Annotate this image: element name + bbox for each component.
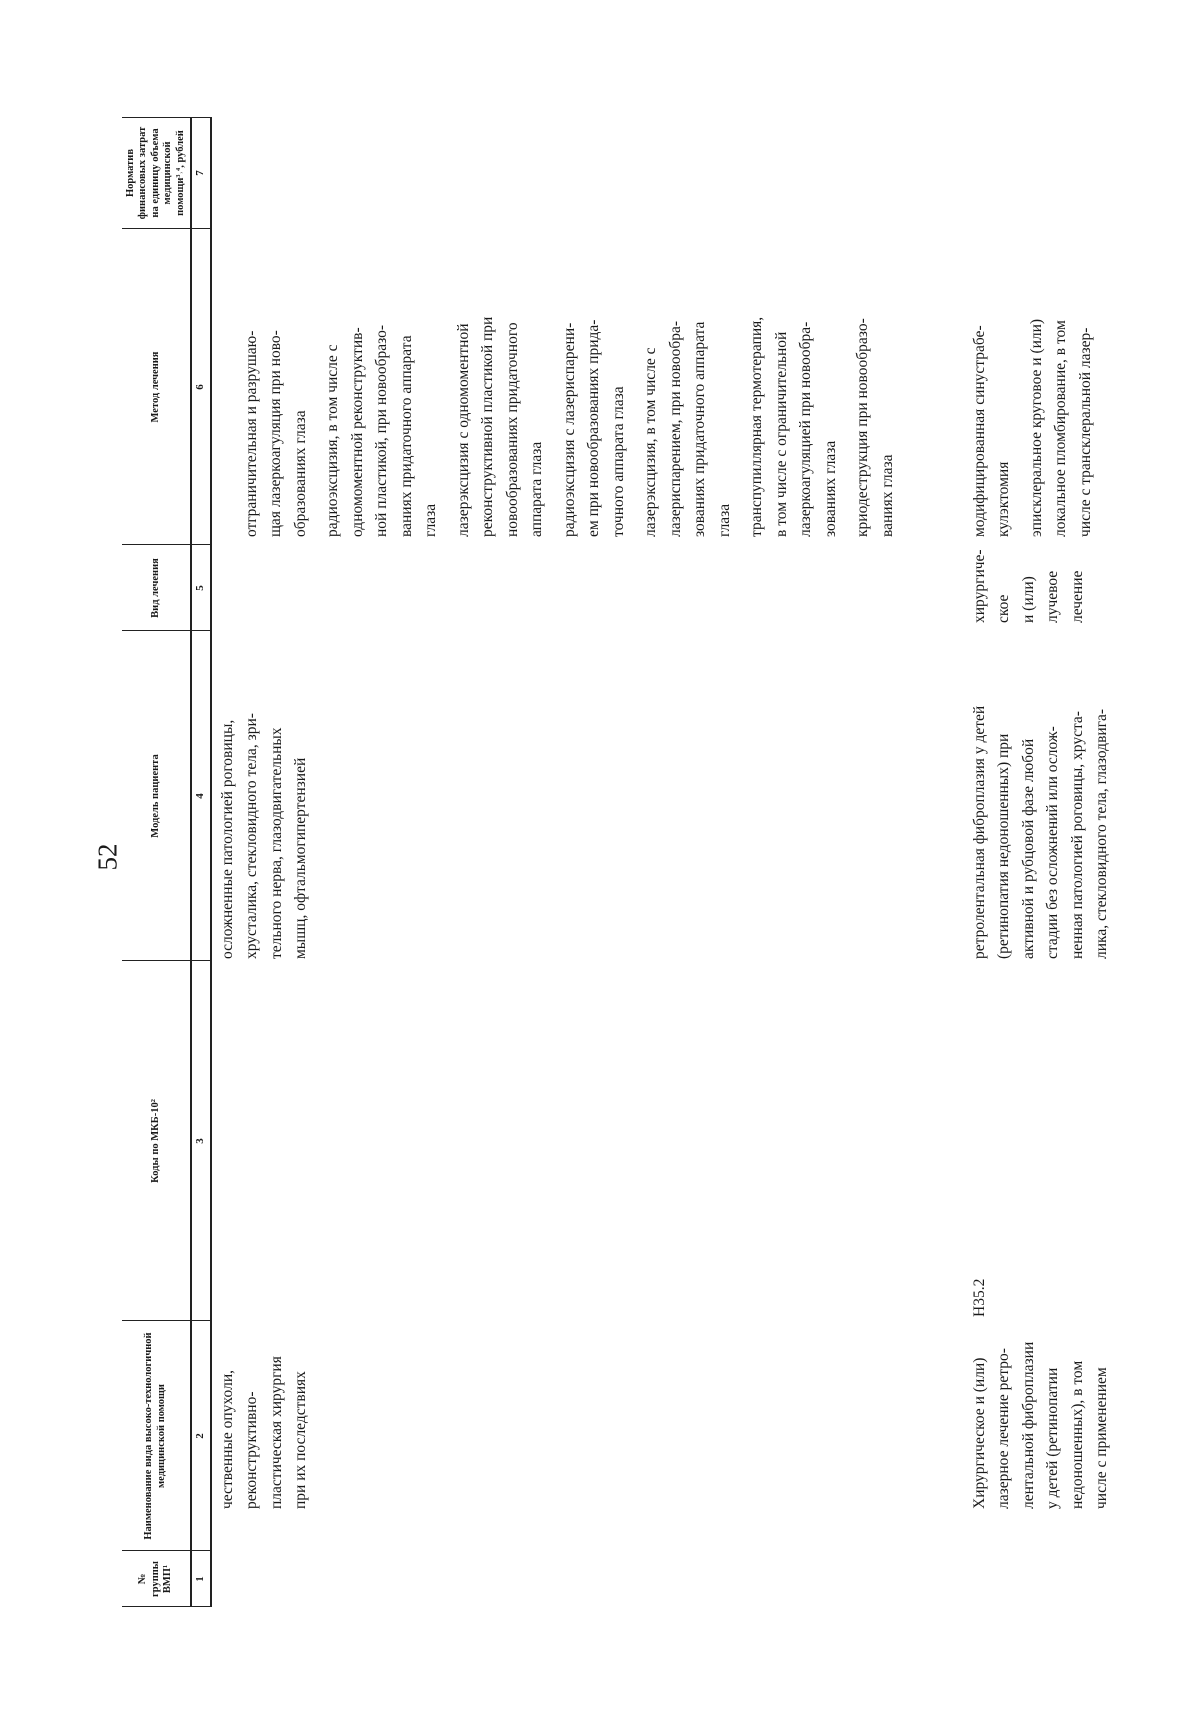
patient-model: ретролентальная фиброплазия у детей (ретинопатия недоношенных) при активной и рубцовой фазе любой стадии без осложнений или ослож- ненная патологией роговицы, хруста- лика, стекловидного тела, глазодвига- — [971, 705, 1111, 959]
column-divider — [122, 1550, 210, 1551]
table-border — [122, 117, 210, 118]
treatment-method: радиоэксцизия с лазериспарени- ем при новообразованиях прида- точного аппарата глаза — [560, 319, 627, 537]
column-divider — [122, 228, 210, 229]
treatment-table — [122, 117, 1162, 1607]
column-number: 2 — [194, 1433, 206, 1439]
treatment-type: хирургиче- ское и (или) лучевое лечение — [971, 549, 1086, 623]
header-cost-standard: Норматив финансовых затрат на единицу объема медицинской помощи³˒⁴, рублей — [124, 126, 186, 220]
column-number: 7 — [194, 170, 206, 176]
header-treatment-type: Вид лечения — [149, 558, 161, 618]
icd-code: Н35.2 — [971, 1278, 988, 1317]
patient-model: осложненные патологией роговицы, хрусталика, стекловидного тела, зри- тельного нерва, глазодвигательных мышц, офтальмогипертензией — [219, 713, 310, 959]
table-border — [122, 1606, 210, 1607]
header-patient-model: Модель пациента — [149, 754, 161, 838]
treatment-method: отграничительная и разрушаю- щая лазеркоагуляция при ново- образованиях глаза — [243, 330, 309, 537]
column-divider — [122, 960, 210, 961]
page-number: 52 — [92, 843, 123, 871]
header-icd-codes: Коды по МКБ-10² — [149, 1099, 161, 1183]
header-group-number: № группы ВМП¹ — [137, 1560, 174, 1598]
column-number: 5 — [194, 585, 206, 591]
header-care-type: Наименование вида высоко-технологичной медицинской помощи — [143, 1332, 167, 1540]
treatment-methods — [240, 233, 908, 537]
treatment-method: криодеструкция при новообразо- ваниях глаза — [854, 318, 896, 537]
treatment-method: радиоэксцизия, в том числе с одномоментной реконструктив- ной пластикой, при новообразо- ваниях придаточного аппарата глаза — [324, 324, 440, 537]
treatment-methods — [968, 233, 1106, 537]
column-divider — [122, 1320, 210, 1321]
treatment-method: эписклеральное круговое и (или) локальное пломбирование, в том числе с трансклеральной лазер- — [1027, 318, 1094, 537]
treatment-method: модифицированная синустрабе- кулэктомия — [971, 325, 1013, 537]
treatment-method: лазерэксцизия, в том числе с лазериспарением, при новообра- зованиях придаточного аппарата глаза — [642, 320, 733, 537]
treatment-method: транспупиллярная термотерапия, в том числе с ограничительной лазеркоагуляцией при новообра- зованиях глаза — [748, 316, 839, 537]
column-number: 3 — [194, 1138, 206, 1144]
care-type-name: чественные опухоли, реконструктивно- пластическая хирургия при их последствиях — [219, 1356, 310, 1509]
column-number: 4 — [194, 793, 206, 799]
column-index-row — [190, 117, 212, 1607]
column-divider — [122, 630, 210, 631]
treatment-method: лазерэксцизия с одномоментной реконструктивной пластикой при новообразованиях придаточного аппарата глаза — [454, 316, 546, 537]
column-number: 6 — [194, 384, 206, 390]
column-divider — [122, 544, 210, 545]
care-type-name: Хирургическое и (или) лазерное лечение ретро- лентальной фиброплазии у детей (ретинопатии недоношенных), в том числе с применением — [971, 1341, 1111, 1509]
header-treatment-method: Метод лечения — [149, 351, 161, 423]
table-header — [122, 117, 192, 1607]
column-number: 1 — [194, 1576, 206, 1582]
